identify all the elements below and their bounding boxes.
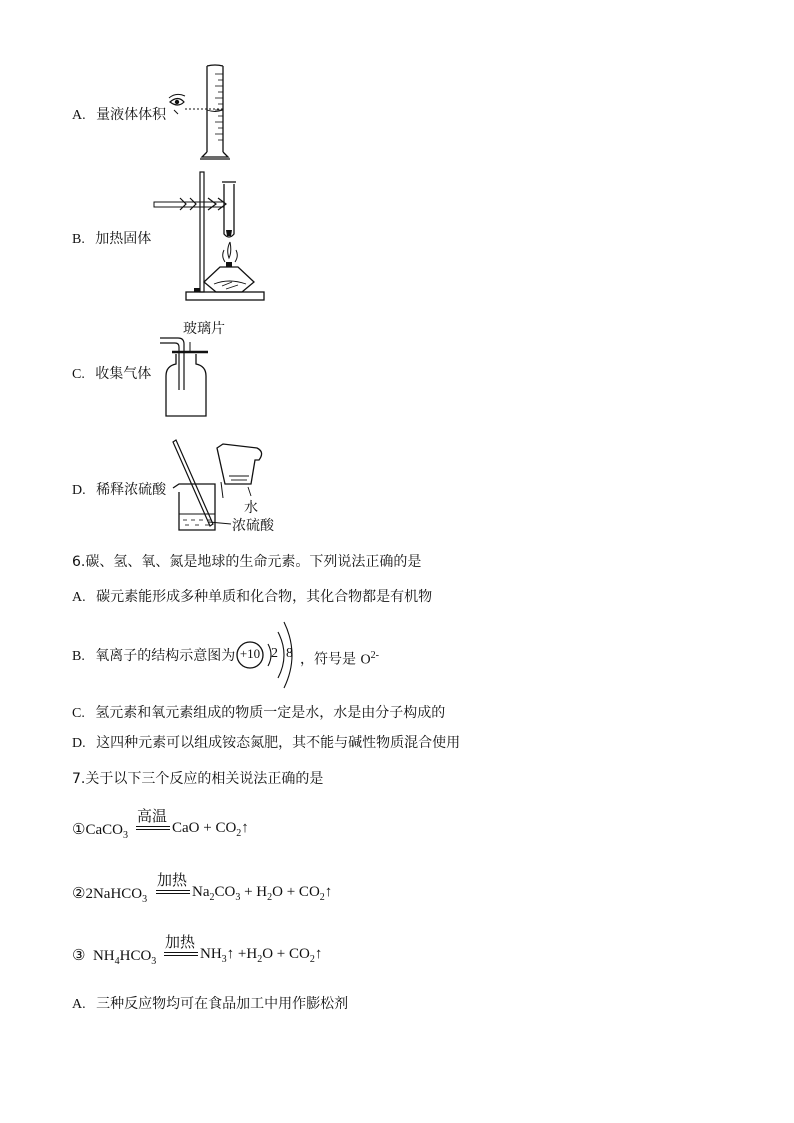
option-d [72,481,166,500]
option-letter: B. [72,232,85,247]
option-a [72,106,166,125]
question-7-stem: 7.关于以下三个反应的相关说法正确的是 [72,771,324,787]
reaction-number: ② [72,886,86,902]
q6-option-d [72,734,460,753]
option-letter: C. [72,706,85,721]
nucleus-charge: +10 [239,646,261,661]
option-text: 三种反应物均可在食品加工中用作膨松剂 [96,996,349,1012]
option-text: 这四种元素可以组成铵态氮肥，其不能与碱性物质混合使用 [96,735,461,751]
q6-option-a [72,588,432,607]
reaction-condition: 加热 [156,871,187,889]
equals-sign [164,952,198,956]
measuring-cylinder-diagram [160,62,240,162]
question-6-stem: 6.碳、氢、氧、氮是地球的生命元素。下列说法正确的是 [72,554,422,570]
option-text: 加热固体 [95,231,152,247]
option-b [72,230,151,249]
reaction-2: ②2NaHCO$_3$ [72,886,148,905]
q6-option-b [72,647,235,666]
option-letter: B. [72,649,85,664]
ion-symbol: O [360,652,371,668]
option-text: 稀释浓硫酸 [96,482,167,498]
reaction-number: ③ [72,948,86,964]
glass-plate-label: 玻璃片 [183,321,225,337]
reaction-3-products: $NH_3↑ +H_2O$ + $CO_2↑$ [200,946,323,965]
option-text: 量液体体积 [96,107,167,123]
equals-sign [136,826,170,830]
acid-label: 浓硫酸 [232,518,274,534]
equals-sign [156,890,190,894]
option-letter: A. [72,590,86,605]
q6-option-c [72,704,445,723]
tail-text: ，符号是 [300,651,361,668]
reaction-1-products: CaO + $CO_2↑$ [172,820,249,839]
electron-shell-2: 8 [286,646,293,661]
ion-charge: 2- [370,650,379,661]
option-letter: A. [72,108,86,123]
reaction-condition: 加热 [164,933,195,951]
option-letter: C. [72,367,85,382]
option-text: 碳元素能形成多种单质和化合物，其化合物都是有机物 [96,589,433,605]
q7-option-a [72,995,348,1014]
option-c [72,365,151,384]
option-text: 氧离子的结构示意图为 [95,648,236,664]
water-label: 水 [244,500,258,516]
option-text: 收集气体 [95,366,152,382]
electron-shell-1: 2 [271,646,278,661]
option-letter: A. [72,997,86,1012]
q6-option-b-tail [300,647,379,670]
reaction-3: ③ $NH_4HCO_3$ [72,948,157,967]
option-letter: D. [72,483,86,498]
gas-collection-diagram [158,334,218,420]
reaction-number: ① [72,822,86,838]
heating-solid-diagram [150,168,270,304]
option-text: 氢元素和氧元素组成的物质一定是水，水是由分子构成的 [95,705,446,721]
reaction-1: ①CaCO$_3$ [72,822,128,841]
option-letter: D. [72,736,86,751]
reaction-condition: 高温 [136,807,167,825]
reaction-2-products: $Na_2CO_3 + H_2O$ + $CO_2↑$ [192,884,333,903]
